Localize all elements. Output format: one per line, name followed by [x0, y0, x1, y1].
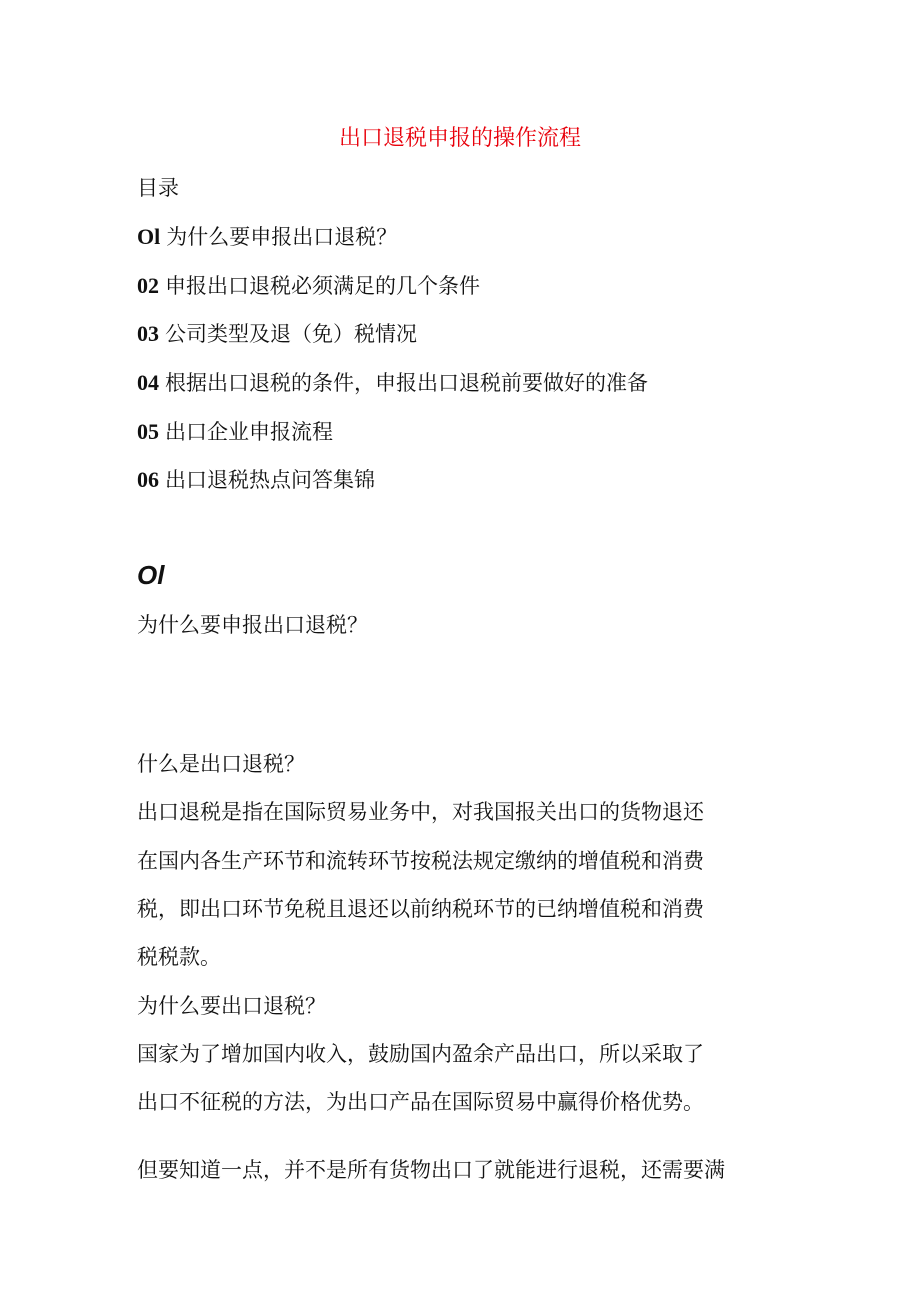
toc-item-number: Ol	[137, 224, 161, 249]
toc-heading: 目录	[137, 176, 179, 200]
toc-item	[137, 222, 397, 252]
section-number: Ol	[137, 560, 165, 590]
toc-item-number: 04	[137, 370, 159, 395]
toc-item	[137, 465, 375, 495]
toc-item-text: 申报出口退税必须满足的几个条件	[165, 274, 480, 298]
toc-item-number: 02	[137, 273, 159, 298]
toc-item-text: 根据出口退税的条件，申报出口退税前要做好的准备	[165, 371, 648, 395]
paragraph-line: 出口不征税的方法，为出口产品在国际贸易中赢得价格优势。	[137, 1090, 704, 1114]
toc-item-text: 公司类型及退（免）税情况	[165, 322, 417, 346]
paragraph-line: 但要知道一点，并不是所有货物出口了就能进行退税，还需要满	[137, 1158, 725, 1182]
section-heading: 为什么要申报出口退税？	[137, 613, 368, 637]
toc-item-text: 出口退税热点问答集锦	[165, 468, 375, 492]
paragraph-line: 国家为了增加国内收入，鼓励国内盈余产品出口，所以采取了	[137, 1042, 704, 1066]
paragraph-line: 税税款。	[137, 945, 221, 969]
document-title: 出口退税申报的操作流程	[338, 126, 581, 151]
question-heading: 什么是出口退税？	[137, 752, 305, 776]
question-heading: 为什么要出口退税？	[137, 994, 326, 1018]
toc-item	[137, 368, 648, 398]
toc-item-text: 为什么要申报出口退税？	[166, 225, 398, 249]
toc-item-number: 03	[137, 321, 159, 346]
toc-item-number: 06	[137, 467, 159, 492]
paragraph-line: 在国内各生产环节和流转环节按税法规定缴纳的增值税和消费	[137, 849, 704, 873]
toc-item	[137, 319, 417, 349]
paragraph-line: 出口退税是指在国际贸易业务中，对我国报关出口的货物退还	[137, 800, 704, 824]
toc-item	[137, 417, 333, 447]
toc-item-number: 05	[137, 419, 159, 444]
toc-item	[137, 271, 480, 301]
paragraph-line: 税，即出口环节免税且退还以前纳税环节的已纳增值税和消费	[137, 897, 704, 921]
toc-item-text: 出口企业申报流程	[165, 420, 333, 444]
